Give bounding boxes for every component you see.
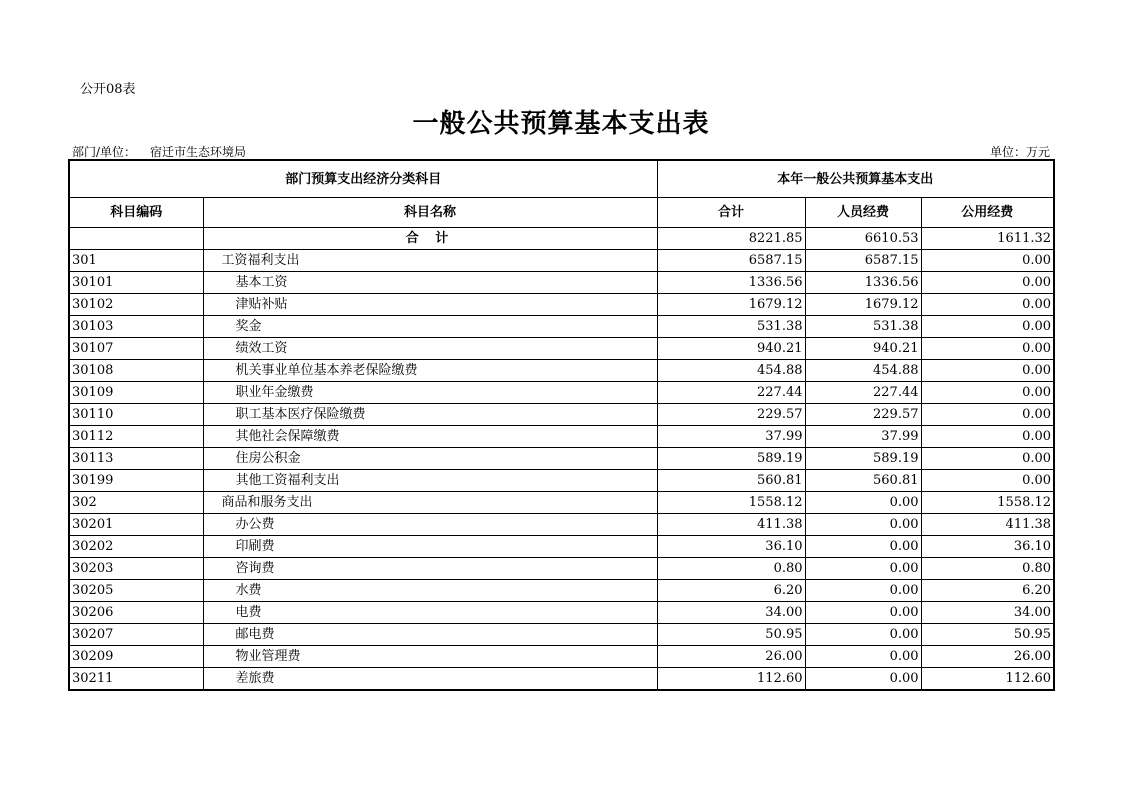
row-public: 36.10 (921, 536, 1054, 558)
row-personnel: 0.00 (805, 580, 921, 602)
table-row (69, 580, 1054, 602)
header-public: 公用经费 (921, 198, 1054, 228)
row-public: 0.00 (921, 294, 1054, 316)
row-total: 6587.15 (657, 250, 805, 272)
table-row (69, 250, 1054, 272)
row-name: 物业管理费 (203, 646, 657, 668)
total-label: 合 计 (203, 228, 657, 250)
row-total: 454.88 (657, 360, 805, 382)
row-public: 0.00 (921, 448, 1054, 470)
department-value: 宿迁市生态环境局 (150, 145, 247, 159)
row-code: 30109 (69, 382, 203, 404)
row-personnel: 227.44 (805, 382, 921, 404)
row-name: 住房公积金 (203, 448, 657, 470)
row-total: 940.21 (657, 338, 805, 360)
row-public: 0.00 (921, 360, 1054, 382)
row-total: 26.00 (657, 646, 805, 668)
row-name: 邮电费 (203, 624, 657, 646)
header-group-left: 部门预算支出经济分类科目 (69, 160, 657, 198)
row-name: 办公费 (203, 514, 657, 536)
total-code (69, 228, 203, 250)
row-name: 职工基本医疗保险缴费 (203, 404, 657, 426)
row-code: 30103 (69, 316, 203, 338)
row-personnel: 0.00 (805, 536, 921, 558)
row-code: 30102 (69, 294, 203, 316)
row-personnel: 1336.56 (805, 272, 921, 294)
row-name: 电费 (203, 602, 657, 624)
row-public: 0.00 (921, 338, 1054, 360)
row-name: 基本工资 (203, 272, 657, 294)
row-total: 0.80 (657, 558, 805, 580)
row-name: 商品和服务支出 (203, 492, 657, 514)
row-public: 1558.12 (921, 492, 1054, 514)
row-code: 30202 (69, 536, 203, 558)
row-public: 34.00 (921, 602, 1054, 624)
row-personnel: 1679.12 (805, 294, 921, 316)
table-row (69, 602, 1054, 624)
table-row (69, 646, 1054, 668)
total-public: 1611.32 (921, 228, 1054, 250)
table-row (69, 382, 1054, 404)
row-code: 30199 (69, 470, 203, 492)
row-code: 30211 (69, 668, 203, 691)
row-public: 0.00 (921, 250, 1054, 272)
table-row (69, 426, 1054, 448)
row-public: 6.20 (921, 580, 1054, 602)
header-total: 合计 (657, 198, 805, 228)
row-personnel: 37.99 (805, 426, 921, 448)
row-total: 229.57 (657, 404, 805, 426)
row-public: 411.38 (921, 514, 1054, 536)
row-personnel: 940.21 (805, 338, 921, 360)
row-name: 工资福利支出 (203, 250, 657, 272)
row-public: 0.00 (921, 470, 1054, 492)
row-name: 机关事业单位基本养老保险缴费 (203, 360, 657, 382)
row-personnel: 0.00 (805, 624, 921, 646)
row-public: 0.00 (921, 272, 1054, 294)
table-row (69, 404, 1054, 426)
header-group-row (69, 160, 1054, 198)
total-sum: 8221.85 (657, 228, 805, 250)
header-code: 科目编码 (69, 198, 203, 228)
table-row (69, 316, 1054, 338)
header-column-row (69, 198, 1054, 228)
total-row (69, 228, 1054, 250)
row-name: 印刷费 (203, 536, 657, 558)
row-code: 30110 (69, 404, 203, 426)
department-label: 部门/单位： (72, 145, 137, 159)
department-line (72, 143, 246, 160)
row-personnel: 0.00 (805, 558, 921, 580)
row-personnel: 0.00 (805, 646, 921, 668)
table-row (69, 360, 1054, 382)
row-personnel: 0.00 (805, 602, 921, 624)
row-total: 50.95 (657, 624, 805, 646)
row-total: 112.60 (657, 668, 805, 691)
row-personnel: 229.57 (805, 404, 921, 426)
row-public: 0.80 (921, 558, 1054, 580)
row-personnel: 531.38 (805, 316, 921, 338)
row-total: 589.19 (657, 448, 805, 470)
total-personnel: 6610.53 (805, 228, 921, 250)
table-row (69, 272, 1054, 294)
table-row (69, 448, 1054, 470)
table-row (69, 470, 1054, 492)
unit-label: 单位：万元 (989, 145, 1050, 159)
row-code: 30205 (69, 580, 203, 602)
row-name: 差旅费 (203, 668, 657, 691)
header-personnel: 人员经费 (805, 198, 921, 228)
row-name: 职业年金缴费 (203, 382, 657, 404)
row-code: 30101 (69, 272, 203, 294)
row-total: 560.81 (657, 470, 805, 492)
row-personnel: 0.00 (805, 492, 921, 514)
row-public: 50.95 (921, 624, 1054, 646)
row-name: 奖金 (203, 316, 657, 338)
row-total: 6.20 (657, 580, 805, 602)
row-public: 0.00 (921, 316, 1054, 338)
row-code: 30108 (69, 360, 203, 382)
table-row (69, 294, 1054, 316)
table-row (69, 558, 1054, 580)
table-row (69, 624, 1054, 646)
row-code: 30107 (69, 338, 203, 360)
row-public: 112.60 (921, 668, 1054, 691)
table-row (69, 536, 1054, 558)
row-personnel: 560.81 (805, 470, 921, 492)
row-public: 0.00 (921, 404, 1054, 426)
row-name: 绩效工资 (203, 338, 657, 360)
row-total: 1679.12 (657, 294, 805, 316)
row-code: 30201 (69, 514, 203, 536)
row-total: 37.99 (657, 426, 805, 448)
row-personnel: 0.00 (805, 514, 921, 536)
row-code: 30206 (69, 602, 203, 624)
budget-table (68, 159, 1055, 691)
row-code: 30203 (69, 558, 203, 580)
row-total: 531.38 (657, 316, 805, 338)
row-public: 0.00 (921, 426, 1054, 448)
table-row (69, 514, 1054, 536)
row-name: 咨询费 (203, 558, 657, 580)
form-number: 公开08表 (80, 82, 136, 97)
row-total: 227.44 (657, 382, 805, 404)
page-title: 一般公共预算基本支出表 (412, 109, 710, 139)
row-code: 302 (69, 492, 203, 514)
row-name: 其他工资福利支出 (203, 470, 657, 492)
header-name: 科目名称 (203, 198, 657, 228)
row-total: 34.00 (657, 602, 805, 624)
row-personnel: 0.00 (805, 668, 921, 691)
header-group-right: 本年一般公共预算基本支出 (657, 160, 1054, 198)
row-code: 30207 (69, 624, 203, 646)
row-personnel: 454.88 (805, 360, 921, 382)
row-code: 301 (69, 250, 203, 272)
row-total: 1558.12 (657, 492, 805, 514)
row-name: 津贴补贴 (203, 294, 657, 316)
row-code: 30209 (69, 646, 203, 668)
row-name: 水费 (203, 580, 657, 602)
row-total: 1336.56 (657, 272, 805, 294)
row-name: 其他社会保障缴费 (203, 426, 657, 448)
table-row (69, 492, 1054, 514)
row-code: 30112 (69, 426, 203, 448)
table-row (69, 338, 1054, 360)
row-total: 36.10 (657, 536, 805, 558)
row-code: 30113 (69, 448, 203, 470)
row-personnel: 6587.15 (805, 250, 921, 272)
row-total: 411.38 (657, 514, 805, 536)
row-personnel: 589.19 (805, 448, 921, 470)
row-public: 26.00 (921, 646, 1054, 668)
row-public: 0.00 (921, 382, 1054, 404)
table-row (69, 668, 1054, 691)
